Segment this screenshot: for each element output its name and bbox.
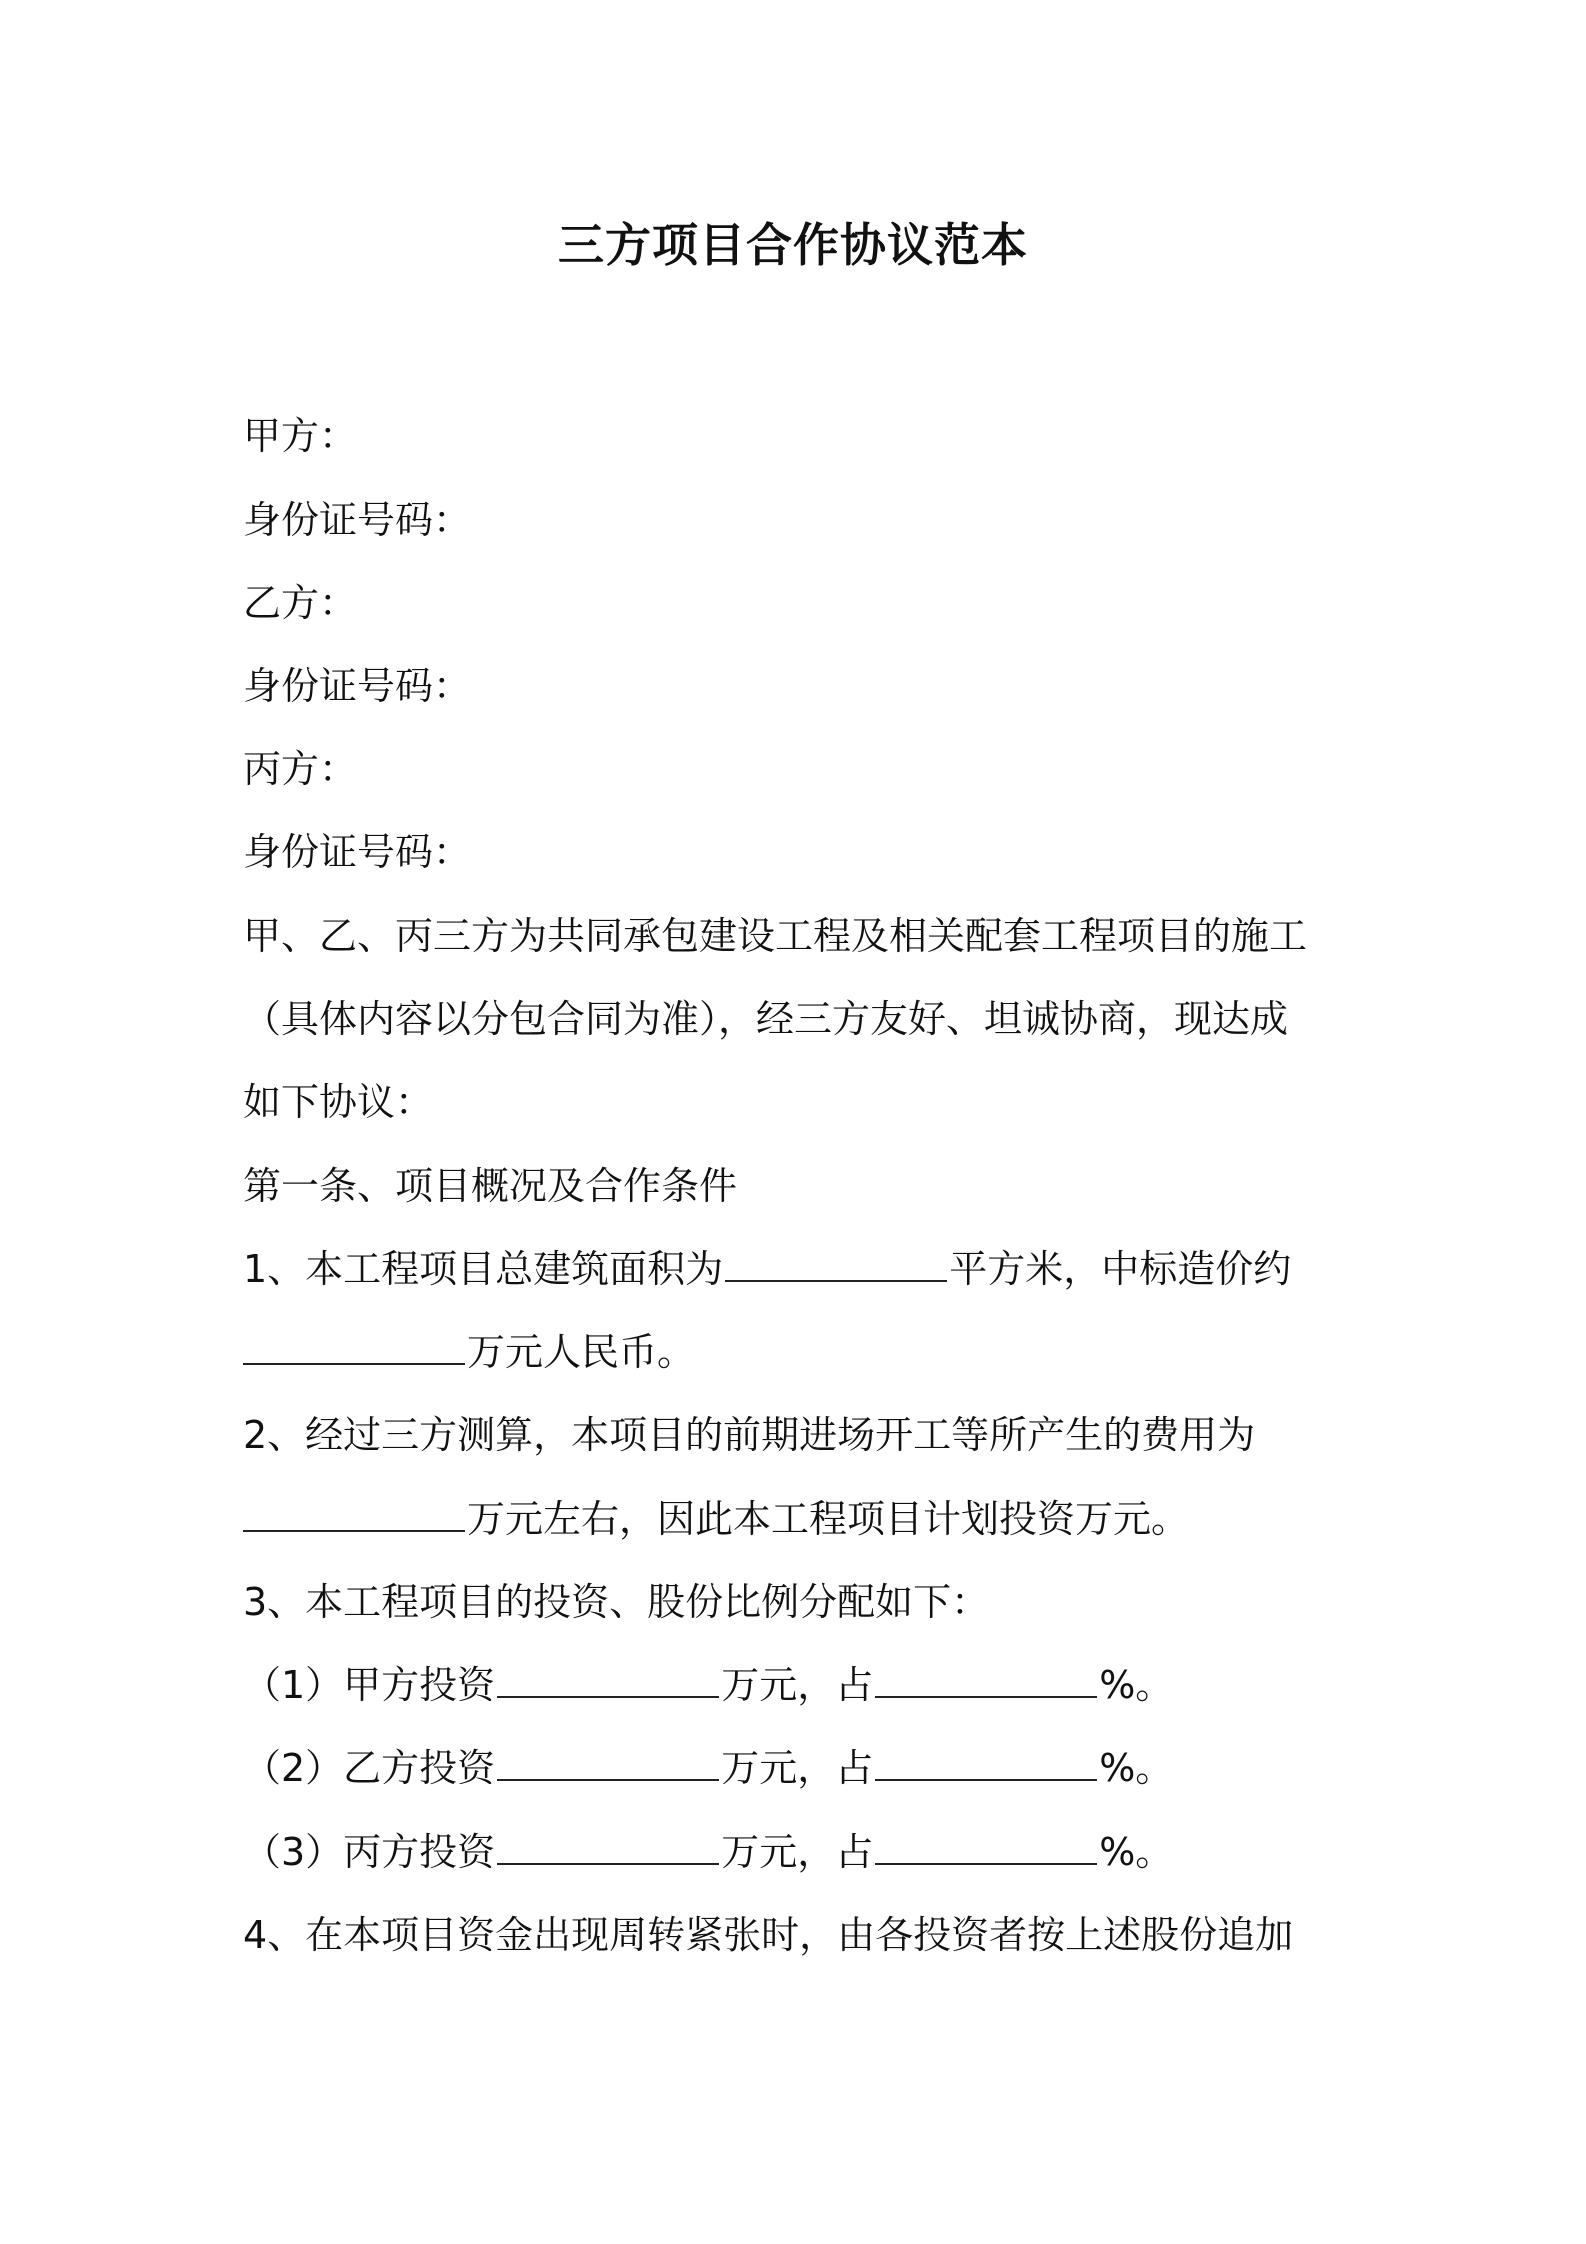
item-1-line-1 <box>243 1243 1291 1295</box>
invest-c-mid: 万元，占 <box>721 1830 874 1874</box>
item-1-text-c: 万元人民币。 <box>467 1330 696 1374</box>
item-2-line-1: 2、经过三方测算，本项目的前期进场开工等所产生的费用为 <box>243 1413 1256 1457</box>
invest-a-prefix: （1）甲方投资 <box>243 1663 496 1707</box>
invest-a-mid: 万元，占 <box>721 1663 874 1707</box>
invest-b-prefix: （2）乙方投资 <box>243 1746 496 1790</box>
invest-b-mid: 万元，占 <box>721 1746 874 1790</box>
invest-a-percent-blank <box>875 1662 1097 1698</box>
item-4-line-1: 4、在本项目资金出现周转紧张时，由各投资者按上述股份追加 <box>243 1913 1294 1957</box>
item-2-line-2 <box>243 1493 1189 1545</box>
document-title: 三方项目合作协议范本 <box>558 218 1028 272</box>
item-3-line-1: 3、本工程项目的投资、股份比例分配如下： <box>243 1580 990 1624</box>
invest-c-amount-blank <box>497 1829 719 1865</box>
invest-a-amount-blank <box>497 1662 719 1698</box>
invest-row-c <box>243 1826 1173 1878</box>
invest-b-percent-blank <box>875 1745 1097 1781</box>
bid-price-blank <box>243 1329 465 1365</box>
item-1-text-a: 1、本工程项目总建筑面积为 <box>243 1247 724 1291</box>
intro-line-3: 如下协议： <box>243 1080 434 1124</box>
intro-line-2: （具体内容以分包合同为准），经三方友好、坦诚协商，现达成 <box>243 997 1289 1041</box>
item-2-text-b: 万元左右，因此本工程项目计划投资万元。 <box>467 1497 1190 1541</box>
cost-blank <box>243 1496 465 1532</box>
intro-line-1: 甲、乙、丙三方为共同承包建设工程及相关配套工程项目的施工 <box>243 914 1308 958</box>
item-1-line-2 <box>243 1326 695 1378</box>
invest-a-suffix: %。 <box>1099 1663 1174 1707</box>
party-b-id-label: 身份证号码： <box>243 664 472 708</box>
invest-c-suffix: %。 <box>1099 1830 1174 1874</box>
party-b-label: 乙方： <box>243 581 358 625</box>
invest-c-prefix: （3）丙方投资 <box>243 1830 496 1874</box>
party-a-id-label: 身份证号码： <box>243 498 472 542</box>
area-blank <box>725 1246 947 1282</box>
party-c-label: 丙方： <box>243 747 358 791</box>
invest-b-amount-blank <box>497 1745 719 1781</box>
party-a-label: 甲方： <box>243 414 358 458</box>
item-1-text-b: 平方米，中标造价约 <box>949 1247 1292 1291</box>
article-1-heading: 第一条、项目概况及合作条件 <box>243 1164 738 1208</box>
invest-b-suffix: %。 <box>1099 1746 1174 1790</box>
invest-row-a <box>243 1659 1173 1711</box>
invest-c-percent-blank <box>875 1829 1097 1865</box>
party-c-id-label: 身份证号码： <box>243 830 472 874</box>
invest-row-b <box>243 1742 1173 1794</box>
